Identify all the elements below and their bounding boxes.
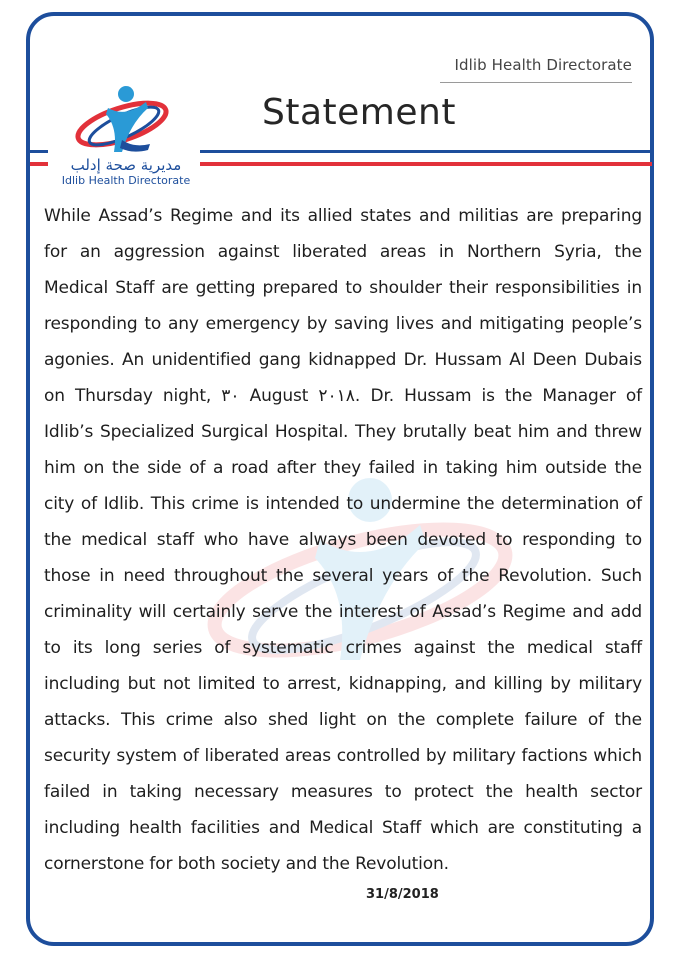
statement-body: While Assad’s Regime and its allied states and militias are preparing for an aggression against liberated areas in Northern Syria, the Medical Staff are getting prepared to shoulder their responsibilities in responding to any emergency by saving lives and mitigating people’s agonies. An unidentified gang kidnapped Dr. Hussam Al Deen Dubais on Thursday night, ٣٠ August ٢٠١٨. Dr. Hussam is the Manager of Idlib’s Specialized Surgical Hospital. They brutally beat him and threw him on the side of a road after they failed in taking him outside the city of Idlib. This crime is intended to undermine the determination of the medical staff who have always been devoted to responding to those in need throughout the several years of the Revolution. Such criminality will certainly serve the interest of Assad’s Regime and add to its long series of systematic crimes against the medical staff including but not limited to arrest, kidnapping, and killing by military attacks. This crime also shed light on the complete failure of the security system of liberated areas controlled by military factions which failed in taking necessary measures to protect the health sector including health facilities and Medical Staff which are constituting a cornerstone for both society and the Revolution. bbox=[44, 206, 643, 874]
organization-name: Idlib Health Directorate bbox=[454, 56, 632, 74]
statement-date: 31/8/2018 bbox=[366, 887, 439, 902]
logo-english-text: Idlib Health Directorate bbox=[61, 174, 191, 187]
page-title: Statement bbox=[262, 92, 456, 133]
header-underline bbox=[440, 82, 632, 83]
logo-arabic-text: مديرية صحة إدلب bbox=[70, 156, 182, 174]
header-stripe-right bbox=[200, 150, 652, 166]
header-organization bbox=[440, 56, 632, 84]
header-stripe-left bbox=[30, 150, 48, 166]
